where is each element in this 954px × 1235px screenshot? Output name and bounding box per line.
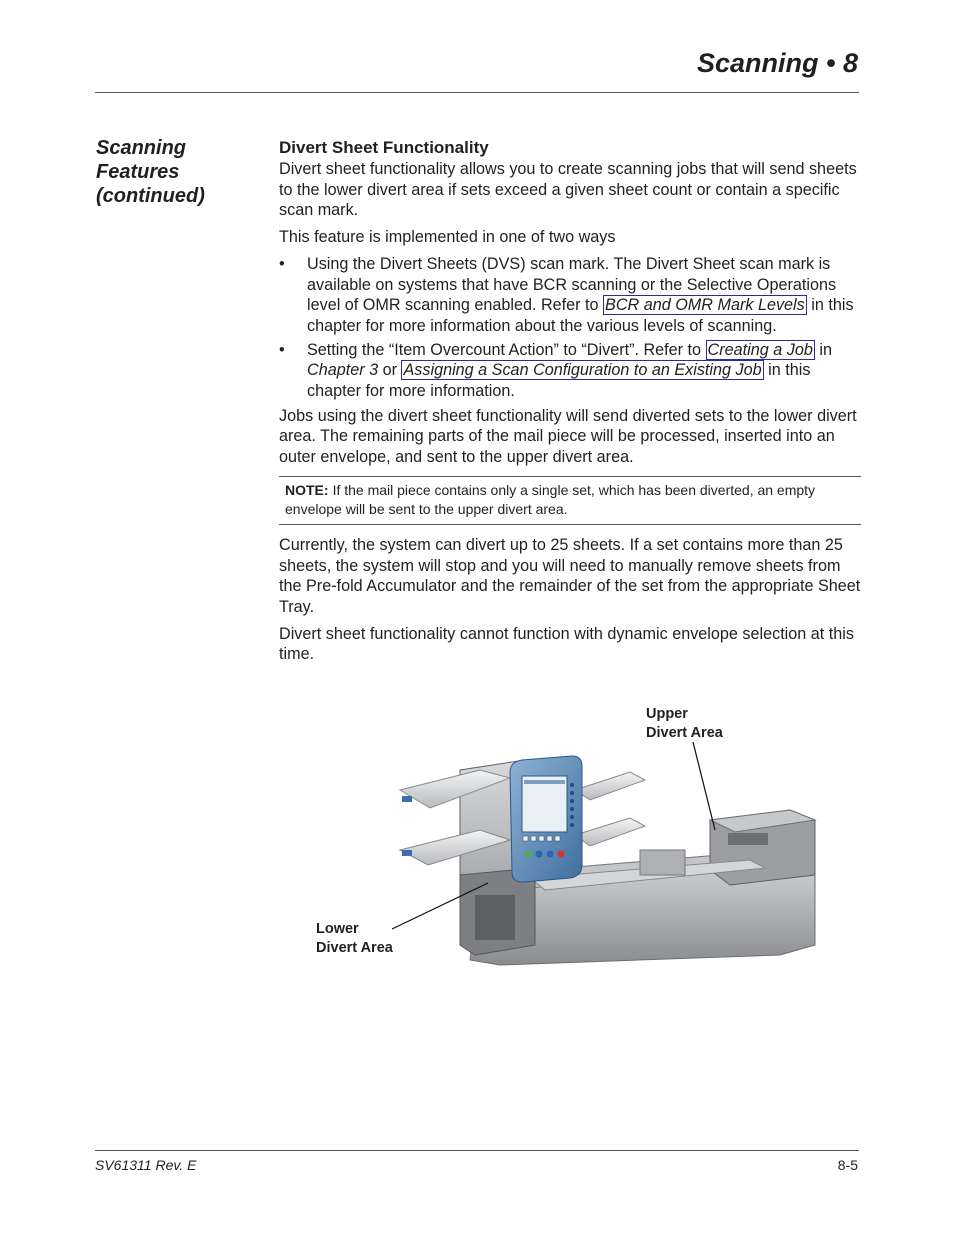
assigning-scan-config-link[interactable]: Assigning a Scan Configuration to an Existing Job — [403, 361, 762, 380]
intro-paragraph: Divert sheet functionality allows you to create scanning jobs that will send sheets to the lower divert area if sets exceed a given sheet count or contain a specific scan mark. — [279, 160, 857, 220]
bullet-text: Setting the “Item Overcount Action” to “Divert”. Refer to — [307, 340, 706, 359]
list-item — [279, 340, 861, 402]
side-heading-line: (continued) — [96, 185, 205, 207]
list-item — [279, 254, 861, 337]
jobs-paragraph: Jobs using the divert sheet functionality will send diverted sets to the lower divert area. The remaining parts of the mail piece will be processed, inserted into an outer envelope, and sent to the upper divert area. — [279, 406, 857, 467]
main-content — [279, 137, 861, 671]
bullet-mark: • — [279, 340, 285, 359]
chapter-reference: Chapter 3 — [307, 361, 379, 380]
callout-line-text: Divert Area — [316, 940, 393, 956]
callout-line-text: Upper — [646, 706, 688, 722]
bullet-text: or — [378, 361, 402, 380]
limitation-paragraph: Divert sheet functionality cannot function with dynamic envelope selection at this time. — [279, 624, 854, 664]
document-id: SV61311 Rev. E — [95, 1157, 197, 1173]
lower-divert-label — [316, 920, 393, 958]
ways-list — [279, 254, 861, 402]
side-heading-line: Features — [96, 161, 180, 183]
bullet-text: Using the Divert Sheets (DVS) scan mark. The Divert Sheet scan mark is available on systems that have BCR scanning or the Selective Operations level of OMR scanning enabled. Refer to — [307, 254, 837, 315]
page-number: 8-5 — [837, 1157, 858, 1173]
ways-paragraph: This feature is implemented in one of two ways — [279, 228, 616, 247]
upper-callout-line — [693, 742, 715, 830]
page-header-title: Scanning • 8 — [697, 48, 858, 78]
bcr-omr-levels-link[interactable]: BCR and OMR Mark Levels — [605, 296, 805, 315]
footer-rule — [95, 1150, 859, 1151]
note-box — [279, 476, 861, 525]
upper-divert-label — [646, 705, 723, 743]
bullet-text: in this chapter for more information about the various levels of scanning. — [307, 296, 854, 335]
note-text: If the mail piece contains only a single set, which has been diverted, an empty envelope will be sent to the upper divert area. — [285, 481, 816, 517]
bullet-mark: • — [279, 254, 285, 273]
bullet-text: in — [814, 340, 832, 359]
note-label: NOTE: — [285, 481, 329, 498]
limit-paragraph: Currently, the system can divert up to 25 sheets. If a set contains more than 25 sheets, the system will stop and you will need to manually remove sheets from the Pre-fold Accumulator and the remainder of the set from the appropriate Sheet Tray. — [279, 535, 861, 616]
callout-line-text: Lower — [316, 921, 359, 937]
creating-a-job-link[interactable]: Creating a Job — [707, 340, 813, 359]
header-rule — [95, 92, 859, 93]
side-heading-line: Scanning — [96, 137, 187, 159]
callout-line-text: Divert Area — [646, 725, 723, 741]
bullet-text: in this chapter for more information. — [307, 361, 811, 401]
section-title: Divert Sheet Functionality — [279, 138, 489, 157]
side-heading — [96, 136, 266, 208]
inserter-figure — [310, 700, 830, 970]
